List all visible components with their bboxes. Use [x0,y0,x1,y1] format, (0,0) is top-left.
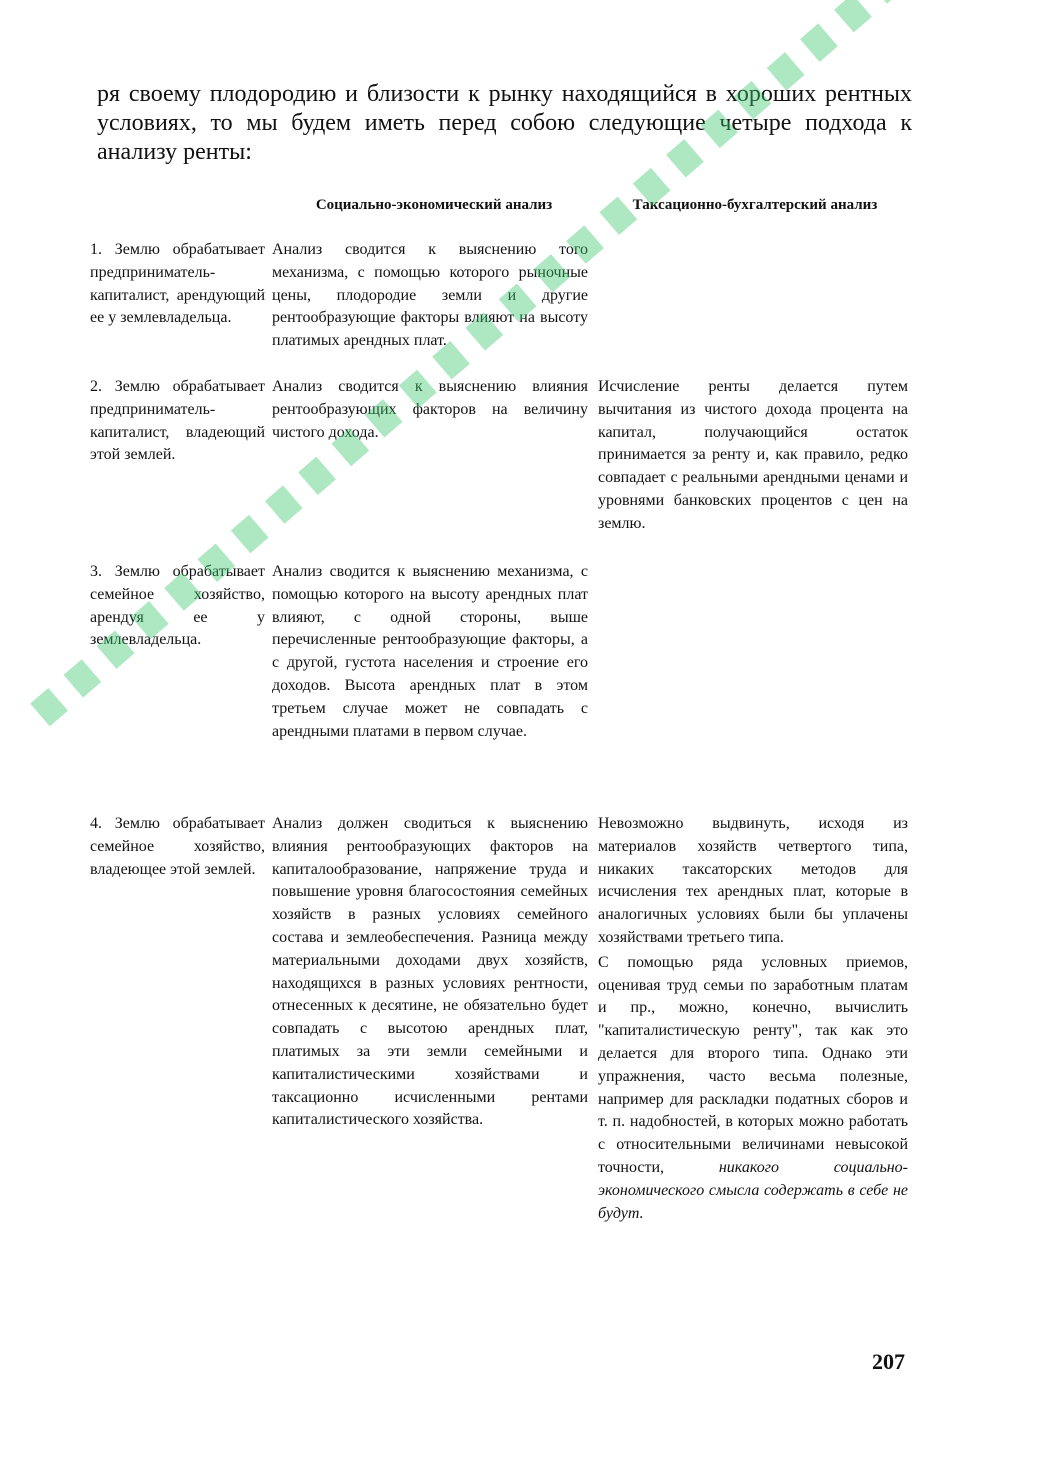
row2-case: 2. Землю обрабатывает предприниматель-капиталист, владеющий этой землей. [90,378,265,464]
row4-tax-paragraph-1: Невозможно выдвинуть, исходя из материалов хозяйств четвертого типа, никаких таксаторских методов для исчисления тех арендных плат, которые в аналогичных условиях были бы уплачены хозяйствами третьего типа. [598,815,908,946]
row4-case: 4. Землю обрабатывает семейное хозяйство, владеющее этой землей. [90,815,265,878]
watermark-segment [800,23,838,61]
row1-social-analysis: Анализ сводится к выяснению того механизма, с помощью которого рыночные цены, плодородие земли и другие рентообразующие факторы влияют на высоту платимых арендных плат. [272,241,588,350]
header-taxation-accounting-analysis: Таксационно-бухгалтерский анализ [632,197,878,213]
watermark-segment [64,659,102,697]
intro-paragraph: ря своему плодородию и близости к рынку находящийся в хороших рентных условиях, то мы будем иметь перед собою следующие четыре подхода к анализу ренты: [97,81,912,165]
row2-tax-analysis: Исчисление ренты делается путем вычитания из чистого дохода процента на капитал, получающийся остаток принимается за ренту и, как правило, редко совпадает с реальными арендными ценами и уровнями банковских процентов с цен на землю. [598,378,908,532]
row4-tax-analysis [598,813,908,1225]
watermark-segment [30,688,68,726]
row4-social-analysis: Анализ должен сводиться к выяснению влияния рентообразующих факторов на капиталообразование, напряжение труда и повышение уровня благосостояния семейных хозяйств в разных условиях семейного состава и землеобеспечения. Разница между материальными доходами двух хозяйств, находящихся в разных условиях рентности, отнесенных к десятине, не обязательно будет совпадать с высотою арендных плат, платимых за эти земли семейными и капиталистическими хозяйствами и таксационно исчисленными рентами капиталистического хозяйства. [272,815,588,1129]
row1-case: 1. Землю обрабатывает предприниматель-капиталист, арендующий ее у землевладельца. [90,241,265,327]
page-number: 207 [872,1349,905,1374]
row2-social-analysis: Анализ сводится к выяснению влияния рентообразующих факторов на величину чистого дохода. [272,378,588,441]
watermark-segment [231,515,269,553]
row4-tax-paragraph-2-text: С помощью ряда условных приемов, оценивая труд семьи по заработным платам и пр., можно, конечно, вычислить "капиталистическую ренту", так как это делается для второго типа. Однако эти упражнения, часто весьма полезные, например для раскладки податных сборов и т. п. надобностей, в которых можно работать с относительными величинами невысокой точности, [598,953,908,1176]
watermark-segment [298,457,336,495]
row4-tax-paragraph-2 [598,952,908,1226]
watermark-segment [265,486,303,524]
watermark-segment [867,0,905,4]
row3-case: 3. Землю обрабатывает семейное хозяйство, арендуя ее у землевладельца. [90,563,265,649]
header-social-economic-analysis: Социально-экономический анализ [315,197,553,213]
row3-social-analysis: Анализ сводится к выяснению механизма, с помощью которого на высоту арендных плат влияют, с одной стороны, выше перечисленные рентообразующие факторы, а с другой, густота населения и строение его доходов. Высота арендных плат в этом третьем случае может не совпадать с арендными платами в первом случае. [272,563,588,740]
row4-tax-italic-conclusion: никакого социально-экономического смысла содержать в себе не будут. [598,1158,908,1222]
watermark-segment [834,0,872,33]
